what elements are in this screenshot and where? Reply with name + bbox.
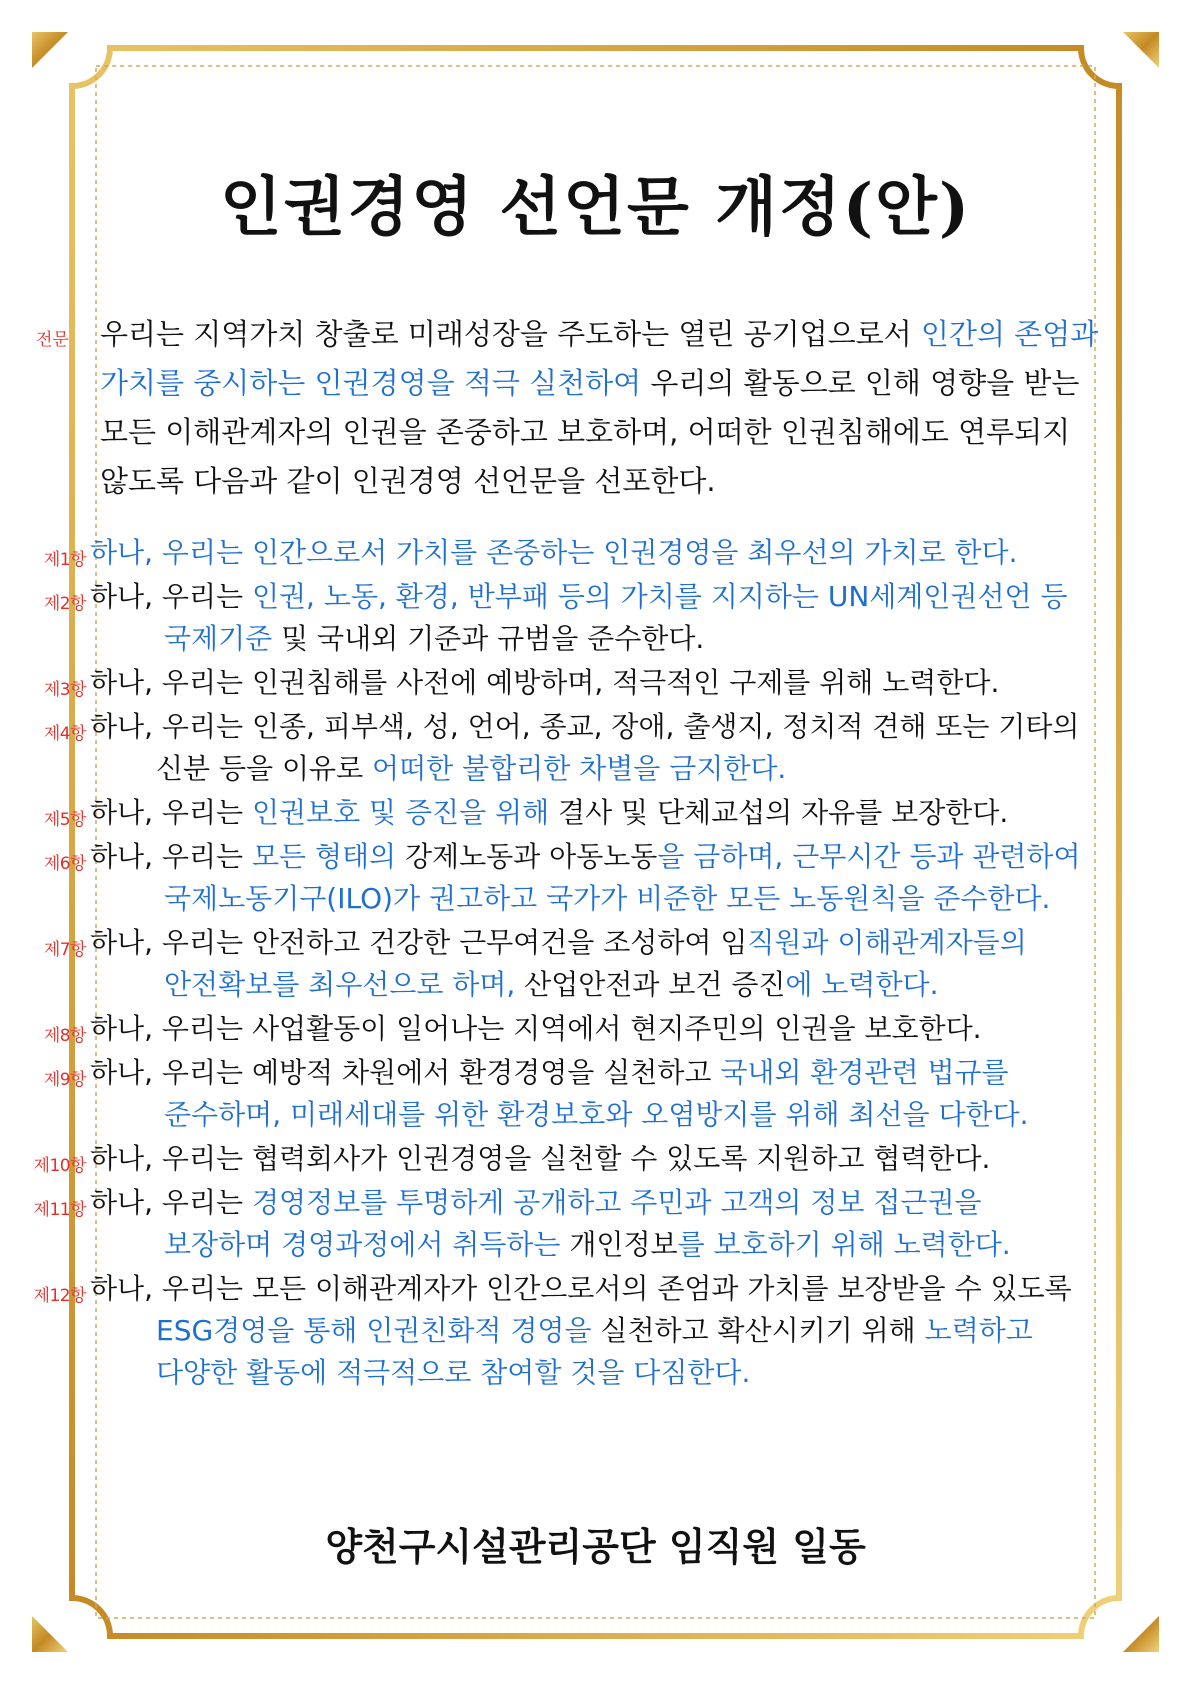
article-line: [164, 878, 1191, 920]
article-text: 보장하며 경영과정에서 취득하는: [164, 1228, 561, 1261]
article-1: [0, 532, 1191, 574]
preamble-text: [100, 310, 1100, 506]
article-text: 강제노동과 아동노동: [396, 840, 658, 873]
article-text: 및 국내외 기준과 규범을 준수한다.: [272, 622, 705, 655]
article-number: 제6항: [43, 854, 86, 874]
signature: 양천구시설관리공단 임직원 일동: [325, 1524, 866, 1569]
article-text: 직원과 이해관계자들의: [747, 926, 1027, 959]
page-title: 인권경영 선언문 개정(안): [219, 170, 972, 245]
article-8: [0, 1008, 1191, 1050]
article-line: [90, 922, 1191, 964]
preamble-segment: 우리의 활동으로 인해 영향을 받는 모든 이해관계자의 인권을 존중하고 보호하며, 어떠한 인권침해에도 연루되지 않도록 다음과 같이 인권경영 선언문을 선포한다.: [100, 366, 1080, 498]
corner-ornament-top-left: [32, 32, 68, 68]
article-number: 제4항: [43, 724, 86, 744]
article-line: [90, 1182, 1191, 1224]
article-line: [90, 792, 1191, 834]
article-text: 국내외 환경관련 법규를: [720, 1056, 1009, 1089]
article-text: 하나, 우리는 인종, 피부색, 성, 언어, 종교, 장애, 출생지, 정치적 견해 또는 기타의: [90, 710, 1080, 743]
article-line: [156, 748, 1191, 790]
article-line: [90, 532, 1191, 574]
article-line: [164, 1224, 1191, 1266]
article-number: 제11항: [33, 1200, 86, 1220]
article-text: 노력하고: [924, 1314, 1033, 1347]
preamble-segment: 인간의 존엄과 가치를 중시하는 인권경영을 적극 실천하여: [100, 317, 1099, 400]
article-4: [0, 706, 1191, 790]
article-text: 하나, 우리는 협력회사가 인권경영을 실천할 수 있도록 지원하고 협력한다.: [90, 1142, 991, 1175]
article-2: [0, 576, 1191, 660]
article-3: [0, 662, 1191, 704]
article-line: [90, 662, 1191, 704]
article-text: 실천하고 확산시키기 위해: [591, 1314, 925, 1347]
corner-ornament-bottom-right: [1123, 1616, 1159, 1652]
article-7: [0, 922, 1191, 1006]
article-number: 제9항: [43, 1070, 86, 1090]
article-text: ESG경영을 통해 인권친화적 경영을: [156, 1314, 592, 1347]
article-text: 하나, 우리는 예방적 차원에서 환경경영을 실천하고: [90, 1056, 721, 1089]
article-text: 하나, 우리는 안전하고 건강한 근무여건을 조성하여 임: [90, 926, 748, 959]
article-text: 하나, 우리는: [90, 1186, 252, 1219]
article-text: 하나, 우리는: [90, 796, 252, 829]
article-line: [90, 1268, 1191, 1310]
article-11: [0, 1182, 1191, 1266]
article-text: 산업안전과 보건 증진: [515, 968, 786, 1001]
article-line: [164, 964, 1191, 1006]
article-number: 제10항: [33, 1156, 86, 1176]
article-line: [156, 1352, 1191, 1394]
article-text: 모든 형태의: [251, 840, 397, 873]
article-text: 인권보호 및 증진을 위해: [251, 796, 550, 829]
article-line: [90, 1052, 1191, 1094]
article-text: 어떠한 불합리한 차별을 금지한다.: [372, 752, 787, 785]
article-line: [90, 836, 1191, 878]
article-text: 준수하며, 미래세대를 위한 환경보호와 오염방지를 위해 최선을 다한다.: [164, 1098, 1029, 1131]
article-number: 제12항: [33, 1286, 86, 1306]
corner-ornament-top-right: [1123, 32, 1159, 68]
article-text: 개인정보: [560, 1228, 678, 1261]
article-12: [0, 1268, 1191, 1394]
article-10: [0, 1138, 1191, 1180]
article-9: [0, 1052, 1191, 1136]
article-line: [164, 1094, 1191, 1136]
article-text: 국제기준: [164, 622, 273, 655]
article-text: 인권, 노동, 환경, 반부패 등의 가치를 지지하는 UN세계인권선언 등: [251, 580, 1068, 613]
article-text: 을 금하며, 근무시간 등과 관련하여: [657, 840, 1081, 873]
article-text: 하나, 우리는: [90, 840, 252, 873]
preamble-segment: 우리는 지역가치 창출로 미래성장을 주도하는 열린 공기업으로서: [100, 317, 921, 351]
article-number: 제8항: [43, 1026, 86, 1046]
preamble-label: 전문: [36, 330, 69, 350]
article-6: [0, 836, 1191, 920]
article-number: 제3항: [43, 680, 86, 700]
article-text: 다양한 활동에 적극적으로 참여할 것을 다짐한다.: [156, 1356, 751, 1389]
article-line: [90, 706, 1191, 748]
article-text: 신분 등을 이유로: [156, 752, 373, 785]
article-5: [0, 792, 1191, 834]
article-text: 에 노력한다.: [785, 968, 939, 1001]
corner-ornament-bottom-left: [32, 1616, 68, 1652]
article-line: [90, 1008, 1191, 1050]
article-number: 제2항: [43, 594, 86, 614]
article-line: [90, 1138, 1191, 1180]
article-number: 제1항: [43, 550, 86, 570]
article-line: [90, 576, 1191, 618]
article-text: 경영정보를 투명하게 공개하고 주민과 고객의 정보 접근권을: [251, 1186, 982, 1219]
article-text: 안전확보를 최우선으로 하며,: [164, 968, 516, 1001]
article-text: 를 보호하기 위해 노력한다.: [677, 1228, 1011, 1261]
article-text: 하나, 우리는 인간으로서 가치를 존중하는 인권경영을 최우선의 가치로 한다.: [90, 536, 1018, 569]
article-text: 하나, 우리는 사업활동이 일어나는 지역에서 현지주민의 인권을 보호한다.: [90, 1012, 982, 1045]
article-list: [0, 532, 1191, 1396]
article-number: 제7항: [43, 940, 86, 960]
article-text: 결사 및 단체교섭의 자유를 보장한다.: [549, 796, 1009, 829]
article-number: 제5항: [43, 810, 86, 830]
article-text: 하나, 우리는: [90, 580, 252, 613]
article-line: [164, 618, 1191, 660]
article-line: [156, 1310, 1191, 1352]
article-text: 하나, 우리는 인권침해를 사전에 예방하며, 적극적인 구제를 위해 노력한다.: [90, 666, 1000, 699]
article-text: 국제노동기구(ILO)가 권고하고 국가가 비준한 모든 노동원칙을 준수한다.: [164, 882, 1051, 915]
article-text: 하나, 우리는 모든 이해관계자가 인간으로서의 존엄과 가치를 보장받을 수 있도록: [90, 1272, 1072, 1305]
